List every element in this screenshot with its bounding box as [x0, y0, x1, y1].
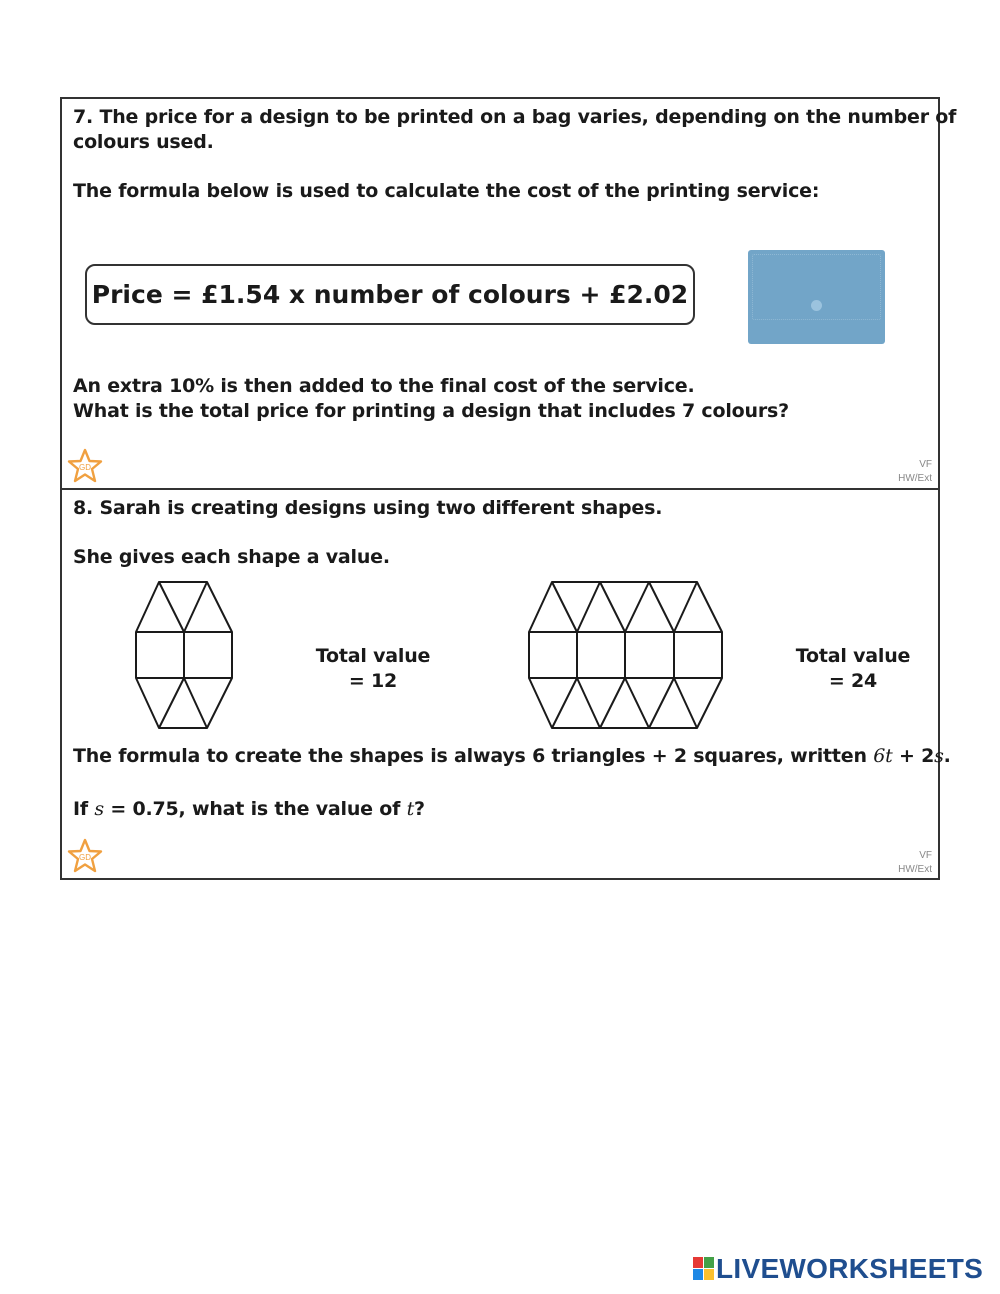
total-value-2-number: = 24 — [828, 670, 878, 692]
q8-question-mid: = 0.75, what is the value of — [103, 798, 407, 820]
q8-question-s: s — [94, 798, 104, 820]
q8-text-line1: 8. Sarah is creating designs using two different shapes. — [73, 497, 663, 519]
shape-large-line — [577, 582, 600, 632]
q8-formula-t-coef: 6 — [873, 745, 886, 767]
q7-text-line5: What is the total price for printing a design that includes 7 colours? — [73, 400, 789, 422]
shape-small-line — [159, 678, 184, 728]
shape-large-line — [674, 678, 697, 728]
q7-text-line3: The formula below is used to calculate the cost of the printing service: — [73, 180, 820, 202]
q7-text-line4: An extra 10% is then added to the final cost of the service. — [73, 375, 695, 397]
gd-star-icon — [66, 838, 104, 874]
q7-text-line2: colours used. — [73, 131, 214, 153]
q7-tag — [898, 458, 932, 486]
q8-star-label: GD — [79, 853, 91, 862]
q7-star-label: GD — [79, 463, 91, 472]
q8-formula-line — [73, 744, 951, 769]
shape-large-line — [649, 582, 674, 632]
liveworksheets-logo-text: LIVEWORKSHEETS — [716, 1253, 984, 1284]
total-value-2 — [780, 644, 926, 694]
shape-large-line — [600, 678, 625, 728]
q7-tag-bottom: HW/Ext — [898, 473, 932, 484]
shape-large-line — [577, 678, 600, 728]
shape-large-line — [625, 678, 649, 728]
shape-large-line — [552, 678, 577, 728]
shape-diagram-small — [130, 578, 240, 730]
gd-star-icon — [66, 448, 104, 484]
q8-formula-mid: + 2 — [892, 745, 935, 767]
q8-tag — [898, 849, 932, 877]
q8-question-line — [73, 797, 425, 822]
q8-formula-s: s — [934, 745, 944, 767]
q8-formula-end: . — [943, 745, 951, 767]
q7-text-line1: 7. The price for a design to be printed on a bag varies, depending on the number of — [73, 106, 957, 128]
total-value-1-label: Total value — [315, 645, 431, 667]
q8-question-end: ? — [414, 798, 425, 820]
q7-answer-input[interactable] — [748, 250, 885, 344]
liveworksheets-logo-icon — [693, 1257, 715, 1281]
q7-answer-input-dot — [811, 300, 822, 311]
shape-large-line — [552, 582, 577, 632]
q7-formula-box — [85, 264, 695, 325]
question-divider — [60, 488, 940, 490]
shape-large-line — [625, 582, 649, 632]
total-value-2-label: Total value — [795, 645, 911, 667]
q7-tag-top: VF — [919, 459, 932, 470]
q8-tag-bottom: HW/Ext — [898, 864, 932, 875]
shape-small-line — [184, 678, 207, 728]
liveworksheets-logo — [693, 1254, 983, 1284]
q8-text-line2: She gives each shape a value. — [73, 546, 390, 568]
total-value-1 — [300, 644, 446, 694]
shape-diagram-large — [523, 578, 729, 730]
shape-small-line — [184, 582, 207, 632]
shape-large-line — [674, 582, 697, 632]
shape-large-line — [600, 582, 625, 632]
total-value-1-number: = 12 — [348, 670, 398, 692]
q7-formula: Price = £1.54 x number of colours + £2.02 — [91, 280, 689, 309]
q8-formula-pre: The formula to create the shapes is always 6 triangles + 2 squares, written — [73, 745, 874, 767]
shape-small-line — [159, 582, 184, 632]
q8-question-t: t — [406, 798, 415, 820]
q8-formula-t: t — [885, 745, 893, 767]
shape-large-line — [649, 678, 674, 728]
q8-tag-top: VF — [919, 850, 932, 861]
q8-question-pre: If — [73, 798, 95, 820]
